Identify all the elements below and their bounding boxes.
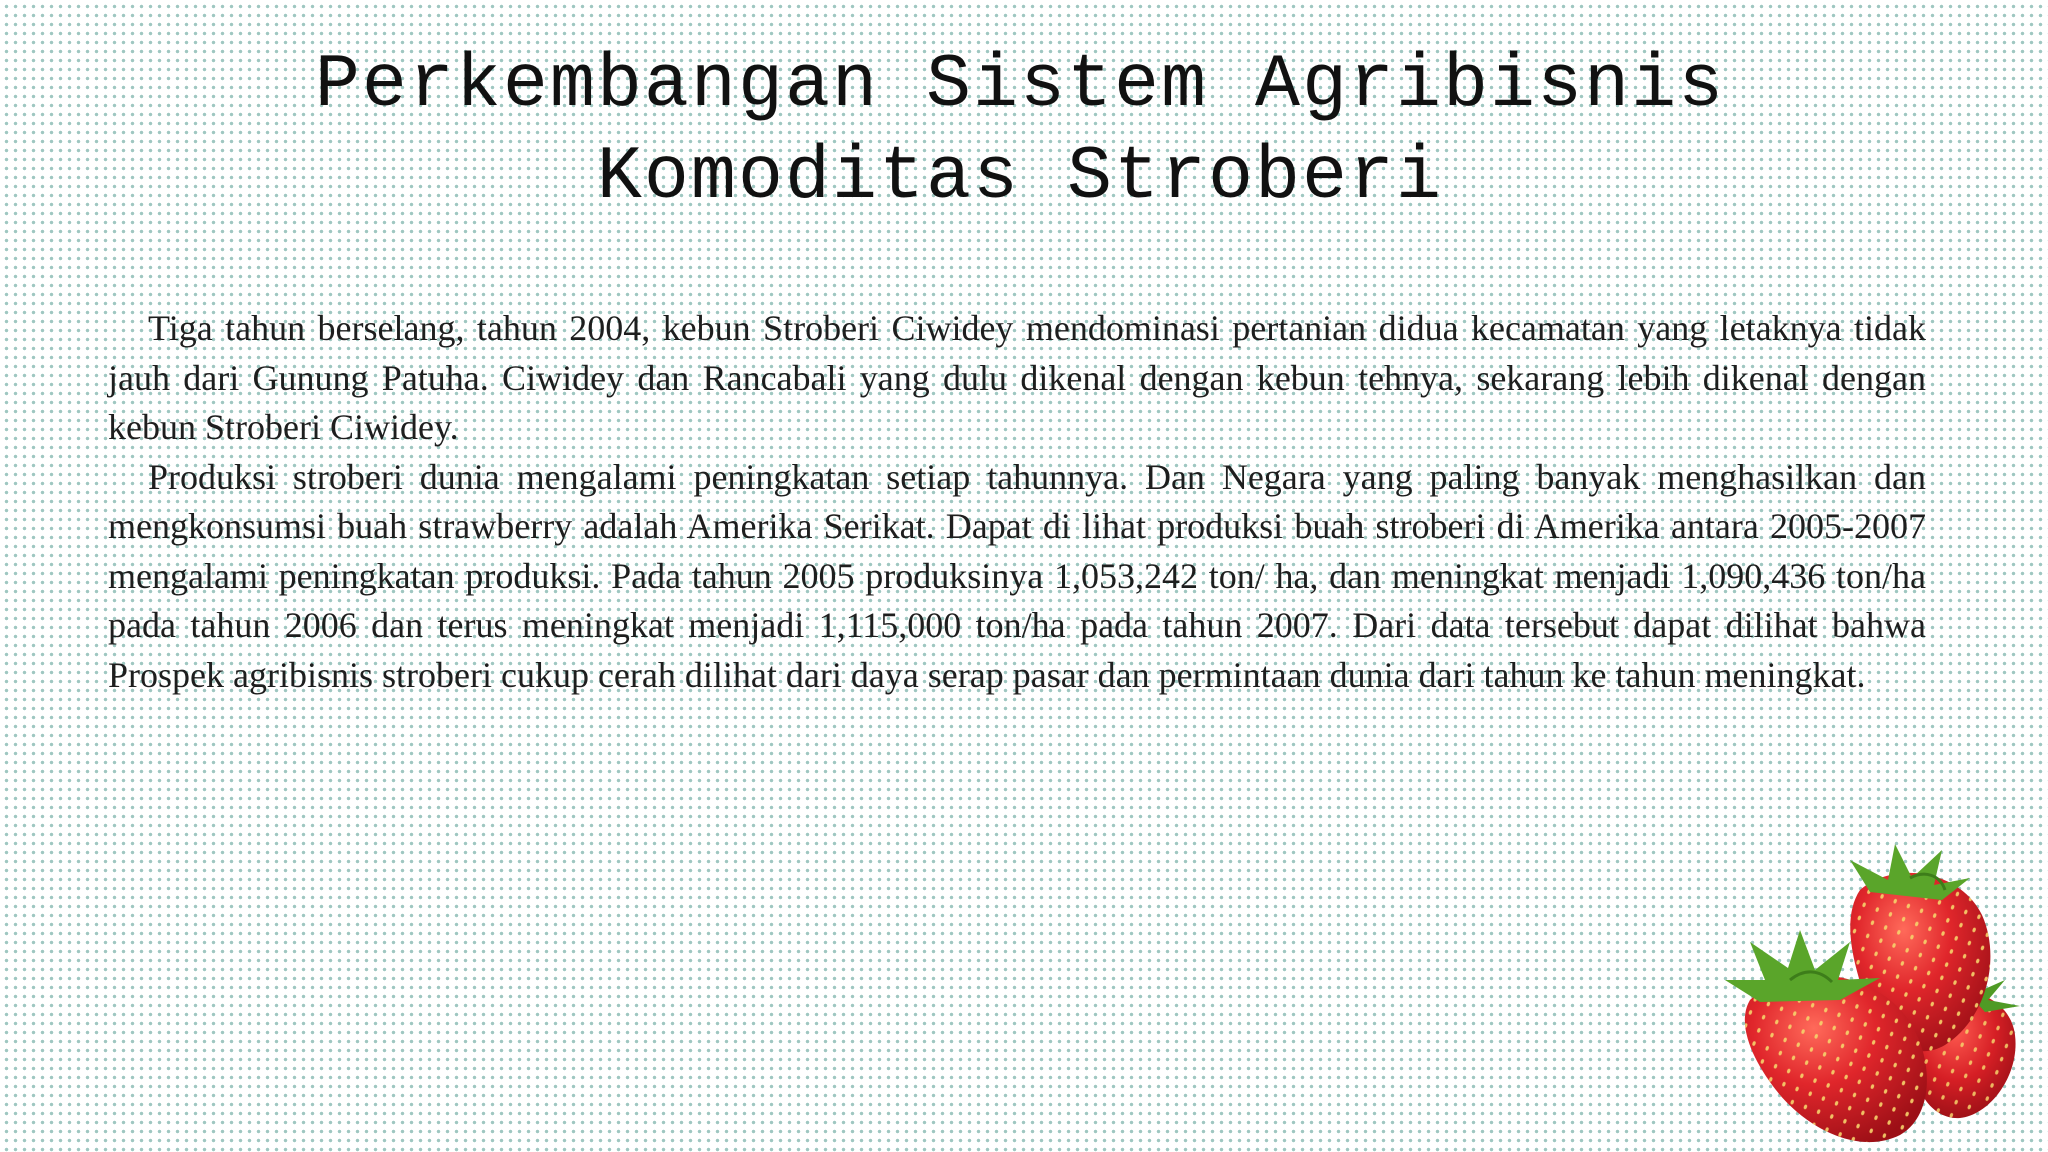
slide-title [160, 40, 1880, 224]
paragraph-ciwidey: Tiga tahun berselang, tahun 2004, kebun Stroberi Ciwidey mendominasi pertanian didua kecamatan yang letaknya tidak jauh dari Gunung Patuha. Ciwidey dan Rancabali yang dulu dikenal dengan kebun tehnya, sekarang lebih dikenal dengan kebun Stroberi Ciwidey. [108, 308, 1926, 447]
title-line-2: Komoditas Stroberi [596, 135, 1444, 220]
body-text [108, 304, 1926, 700]
paragraph-production: Produksi stroberi dunia mengalami peningkatan setiap tahunnya. Dan Negara yang paling banyak menghasilkan dan mengkonsumsi buah strawberry adalah Amerika Serikat. Dapat di lihat produksi buah stroberi di Amerika antara 2005-2007 mengalami peningkatan produksi. Pada tahun 2005 produksinya 1,053,242 ton/ ha, dan meningkat menjadi 1,090,436 ton/ha pada tahun 2006 dan terus meningkat menjadi 1,115,000 ton/ha pada tahun 2007. Dari data tersebut dapat dilihat bahwa Prospek agribisnis stroberi cukup cerah dilihat dari daya serap pasar dan permintaan dunia dari tahun ke tahun meningkat. [108, 456, 1926, 695]
title-line-1: Perkembangan Sistem Agribisnis [314, 43, 1726, 128]
strawberry-cluster-icon [1720, 830, 2040, 1150]
